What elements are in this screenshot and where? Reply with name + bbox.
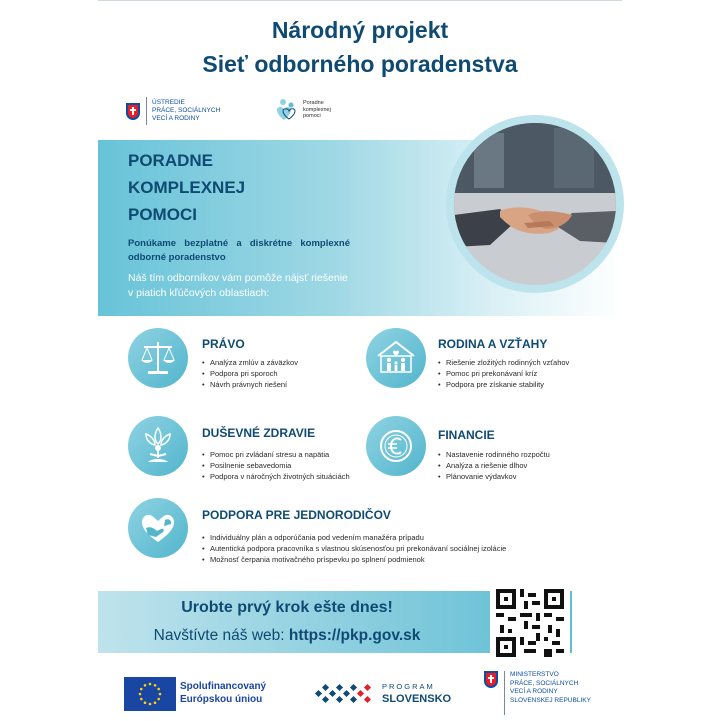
- list-item: • Riešenie zložitých rodinných vzťahov: [438, 357, 569, 368]
- list-item: • Autentická podpora pracovníka s vlastnou skúsenosťou pri prekonávaní sociálnej izolácie: [202, 543, 506, 554]
- list-item: • Pomoc pri zvládaní stresu a napätia: [202, 449, 350, 460]
- family-house-icon: [366, 328, 426, 388]
- upsvr-logo: [126, 95, 220, 127]
- list-item: • Možnosť čerpania motivačného príspevku po splnení podmienok: [202, 554, 506, 565]
- program-line-2: SLOVENSKO: [382, 693, 452, 705]
- list-item: • Individuálny plán a odporúčania pod vedením manažéra prípadu: [202, 532, 506, 543]
- list-item: • Plánovanie výdavkov: [438, 471, 550, 482]
- program-slovensko-text: [382, 681, 451, 705]
- list-item: • Podpora pri sporoch: [202, 368, 298, 379]
- list-item: • Analýza zmlúv a záväzkov: [202, 357, 298, 368]
- list-item: • Podpora v náročných životných situáciách: [202, 471, 350, 482]
- upsvr-line-3: VECÍ A RODINY: [152, 115, 200, 122]
- list-item: • Nastavenie rodinného rozpočtu: [438, 449, 550, 460]
- website-link[interactable]: https://pkp.gov.sk: [288, 627, 421, 644]
- poster: [98, 0, 622, 721]
- pkp-logo-text: [303, 100, 339, 120]
- topic-title-financie: FINANCIE: [438, 428, 495, 442]
- topic-title-rodina: RODINA A VZŤAHY: [438, 337, 548, 351]
- meditation-icon: [128, 416, 188, 476]
- cta-headline: Urobte prvý krok ešte dnes!: [181, 599, 393, 616]
- list-item: • Návrh právnych riešení: [202, 379, 298, 390]
- ministry-logo: [484, 671, 606, 715]
- pkp-line-1: Poradne: [303, 100, 324, 107]
- list-item: • Analýza a riešenie dlhov: [438, 460, 550, 471]
- logo-divider: [504, 671, 505, 715]
- ministry-line-3: VECÍ A RODINY: [510, 688, 558, 695]
- hero-title-line1: PORADNE: [128, 151, 214, 170]
- hero-title-line2: KOMPLEXNEJ: [128, 178, 246, 197]
- hero-title-line3: POMOCI: [128, 205, 197, 224]
- eu-line-2: Európskou úniou: [180, 694, 263, 705]
- program-slovensko-icon: [314, 679, 378, 714]
- scales-icon: [128, 328, 188, 388]
- upsvr-logo-text: [152, 99, 220, 123]
- heart-hands-icon: [128, 498, 188, 558]
- pkp-logo: [274, 96, 339, 124]
- topic-bullets-rodina: [438, 357, 569, 390]
- cta-visit-prefix: Navštívte náš web:: [153, 627, 289, 644]
- topic-bullets-dusevne-zdravie: [202, 449, 350, 482]
- upsvr-line-2: PRÁCE, SOCIÁLNYCH: [152, 107, 221, 114]
- pkp-hearts-icon: [274, 96, 300, 124]
- slovak-crest-icon: [126, 103, 140, 120]
- eu-cofunded-text: [180, 680, 266, 706]
- ministry-line-1: MINISTERSTVO: [510, 671, 559, 678]
- logo-divider: [146, 97, 147, 125]
- list-item: • Podpora pre získanie stability: [438, 379, 569, 390]
- list-item: • Posilnenie sebavedomia: [202, 460, 350, 471]
- euro-coin-icon: [366, 416, 426, 476]
- hero-subtitle: Ponúkame bezplatné a diskrétne komplexné odborné poradenstvo: [128, 238, 350, 263]
- list-item: • Pomoc pri prekonávaní kríz: [438, 368, 569, 379]
- project-title-line2: Sieť odborného poradenstva: [202, 51, 518, 77]
- upsvr-line-1: ÚSTREDIE: [152, 99, 185, 106]
- ministry-line-2: PRÁCE, SOCIÁLNYCH: [510, 679, 579, 687]
- handshake-photo: [454, 123, 616, 285]
- eu-flag-icon: [124, 677, 176, 711]
- qr-code[interactable]: [490, 583, 570, 663]
- cta-website-line: [98, 626, 476, 646]
- pkp-line-2: komplexnej: [303, 106, 331, 113]
- ministry-logo-text: [510, 671, 606, 705]
- eu-line-1: Spolufinancovaný: [180, 681, 267, 692]
- pkp-line-3: pomoci: [303, 113, 321, 120]
- hero-description: Náš tím odborníkov vám pomôže nájsť riešenie v piatich kľúčových oblastiach:: [128, 272, 348, 299]
- topic-title-pravo: PRÁVO: [202, 337, 245, 351]
- topic-bullets-jednorodicia: [202, 532, 506, 565]
- topic-title-jednorodicia: PODPORA PRE JEDNORODIČOV: [202, 508, 391, 522]
- project-title-line1: Národný projekt: [271, 17, 449, 43]
- topic-bullets-financie: [438, 449, 550, 482]
- slovak-crest-icon: [484, 671, 498, 688]
- ministry-line-4: SLOVENSKEJ REPUBLIKY: [510, 696, 591, 704]
- program-line-1: PROGRAM: [382, 682, 435, 691]
- topic-title-dusevne-zdravie: DUŠEVNÉ ZDRAVIE: [202, 426, 316, 440]
- topic-bullets-pravo: [202, 357, 298, 390]
